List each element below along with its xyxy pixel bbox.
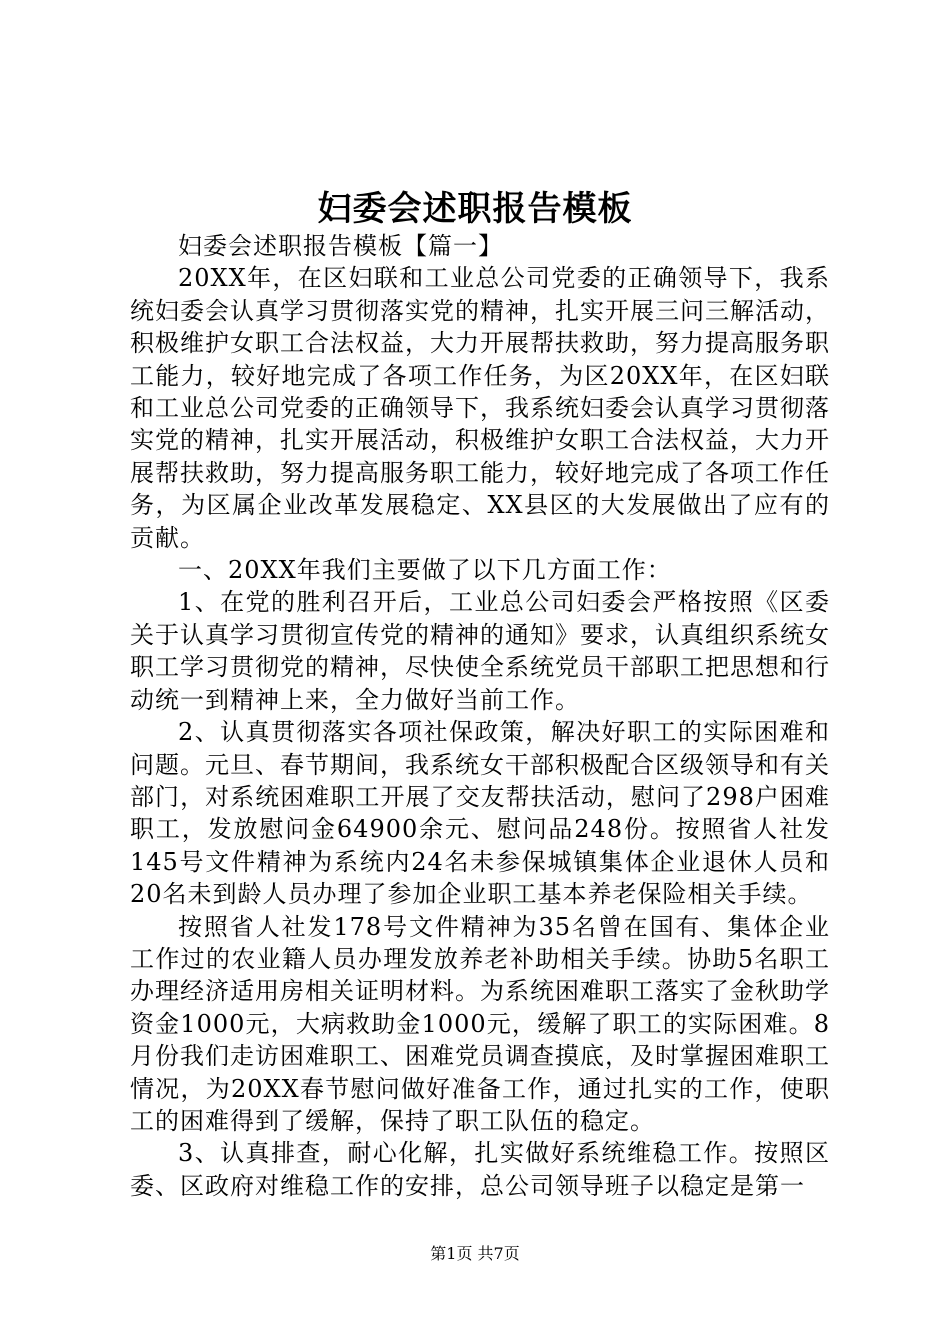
document-title: 妇委会述职报告模板 — [317, 189, 633, 229]
body-paragraph: 20XX年，在区妇联和工业总公司党委的正确领导下，我系统妇委会认真学习贯彻落实党的精神，扎实开展三问三解活动，积极维护女职工合法权益，大力开展帮扶救助，努力提高服务职工能力，较好地完成了各项工作任务，为区20XX年，在区妇联和工业总公司党委的正确领导下，我系统妇委会认真学习贯彻落实党的精神，扎实开展活动，积极维护女职工合法权益，大力开展帮扶救助，努力提高服务职工能力，较好地完成了各项工作任务，为区属企业改革发展稳定、XX县区的大发展做出了应有的贡献。 — [130, 264, 830, 552]
section-heading: 妇委会述职报告模板【篇一】 — [178, 232, 503, 260]
body-paragraph: 3、认真排查，耐心化解，扎实做好系统维稳工作。按照区委、区政府对维稳工作的安排，总公司领导班子以稳定是第一 — [130, 1139, 830, 1200]
document-body — [130, 230, 830, 1202]
body-paragraph: 2、认真贯彻落实各项社保政策，解决好职工的实际困难和问题。元旦、春节期间，我系统女干部积极配合区级领导和有关部门，对系统困难职工开展了交友帮扶活动，慰问了298户困难职工，发放慰问金64900余元、慰问品248份。按照省人社发145号文件精神为系统内24名未参保城镇集体企业退休人员和20名未到龄人员办理了参加企业职工基本养老保险相关手续。 — [130, 718, 830, 909]
body-paragraph: 1、在党的胜利召开后，工业总公司妇委会严格按照《区委关于认真学习贯彻宣传党的精神的通知》要求，认真组织系统女职工学习贯彻党的精神，尽快使全系统党员干部职工把思想和行动统一到精神上来，全力做好当前工作。 — [130, 588, 830, 714]
body-paragraph: 一、20XX年我们主要做了以下几方面工作： — [178, 556, 672, 585]
page-footer: 第1页 共7页 — [430, 1244, 520, 1263]
body-paragraph: 按照省人社发178号文件精神为35名曾在国有、集体企业工作过的农业籍人员办理发放养老补助相关手续。协助5名职工办理经济适用房相关证明材料。为系统困难职工落实了金秋助学资金1000元，大病救助金1000元，缓解了职工的实际困难。8月份我们走访困难职工、困难党员调查摸底，及时掌握困难职工情况，为20XX春节慰问做好准备工作，通过扎实的工作，使职工的困难得到了缓解，保持了职工队伍的稳定。 — [130, 912, 830, 1135]
